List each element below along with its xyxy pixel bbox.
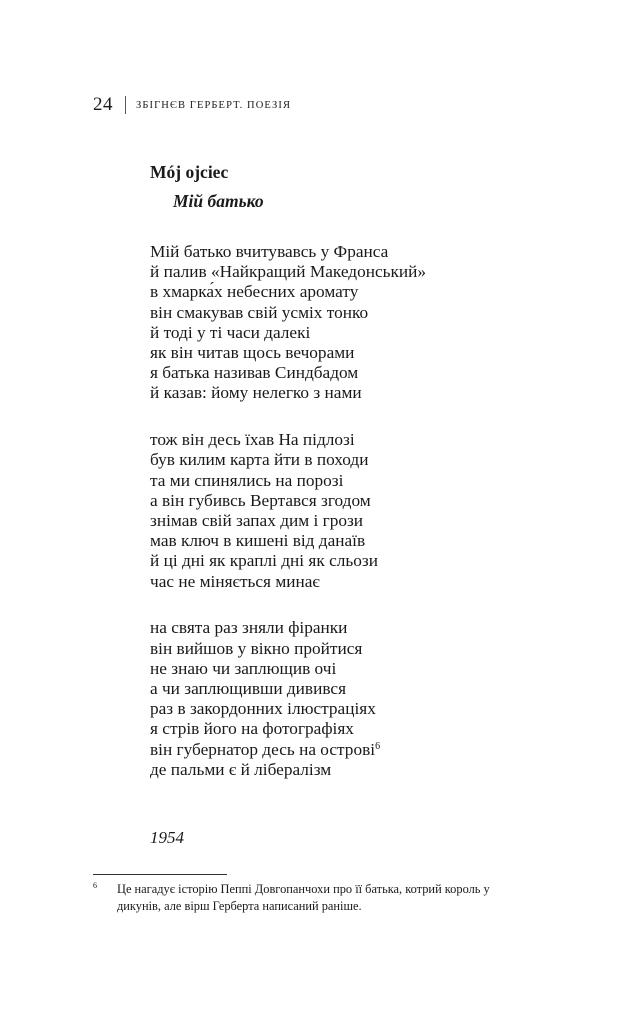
poem-line: й ці дні як краплі дні як сльози: [150, 551, 378, 571]
poem-line: мав ключ в кишені від данаїв: [150, 531, 366, 551]
footnote-number: 6: [93, 881, 97, 890]
poem-date: 1954: [150, 828, 184, 847]
footnote-divider: [93, 874, 227, 875]
poem-line: а чи заплющивши дивився: [150, 678, 347, 698]
poem-title-translation: Мій батько: [173, 191, 264, 211]
poem-line: він смакував свій усміх тонко: [150, 302, 369, 322]
page-number: 24: [93, 94, 113, 115]
poem-line: раз в закордонних ілюстраціях: [150, 699, 376, 719]
stanza-3: [150, 618, 426, 780]
footnote-text: Це нагадує історію Пеппі Довгопанчохи про її батька, котрий король у дикунів, але вірш Герберта написаний раніше.: [117, 882, 490, 913]
stanza-1: [150, 242, 426, 404]
poem-line: я стрів його на фотографіях: [150, 719, 354, 739]
poem-line: не знаю чи заплющив очі: [150, 658, 337, 678]
poem-line: на свята раз зняли фіранки: [150, 618, 348, 638]
poem-line: й палив «Найкращий Македонський»: [150, 262, 427, 282]
poem-title-original: Mój ojciec: [150, 162, 229, 182]
poem-line: як він читав щось вечорами: [150, 342, 355, 362]
poem-line: час не міняється минає: [150, 571, 320, 591]
header-separator: [125, 96, 126, 114]
poem-line: й казав: йому нелегко з нами: [150, 383, 362, 403]
poem-line: я батька називав Синдбадом: [150, 363, 359, 383]
page-header: [93, 93, 291, 117]
footnote: [93, 881, 533, 915]
footnote-reference[interactable]: 6: [375, 740, 381, 752]
poem-line: а він губивсь Вертався згодом: [150, 490, 371, 510]
poem-line: тож він десь їхав На підлозі: [150, 430, 355, 450]
poem-line: був килим карта йти в походи: [150, 450, 369, 470]
stanza-2: [150, 430, 426, 592]
poem-line: [150, 740, 426, 760]
poem-line: знімав свій запах дим і грози: [150, 510, 364, 530]
poem-line: де пальми є й лібералізм: [150, 759, 332, 779]
poem-line: та ми спинялись на порозі: [150, 470, 344, 490]
poem-line: й тоді у ті часи далекі: [150, 322, 311, 342]
poem-line-text: він губернатор десь на острові: [150, 739, 376, 759]
poem-body: [150, 242, 426, 807]
running-head: ЗБІГНЄВ ГЕРБЕРТ. ПОЕЗІЯ: [136, 99, 292, 111]
poem-line: він вийшов у вікно пройтися: [150, 638, 363, 658]
poem-line: в хмарка́х небесних аромату: [150, 282, 359, 302]
poem-line: Мій батько вчитувавсь у Франса: [150, 242, 389, 261]
